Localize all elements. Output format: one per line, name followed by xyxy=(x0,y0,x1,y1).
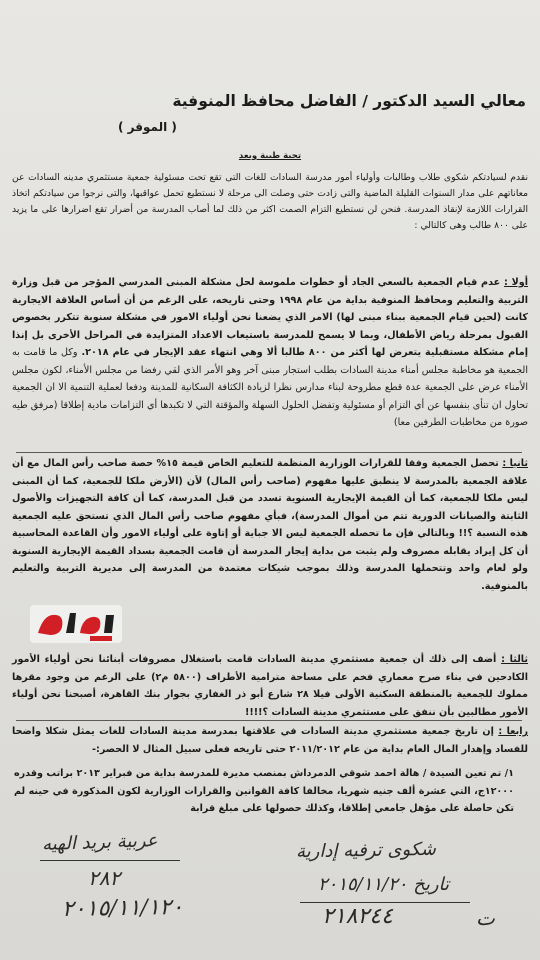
point-two-label: ثانيا : xyxy=(502,458,528,469)
handwritten-mark: ت xyxy=(476,906,495,930)
point-four xyxy=(12,723,528,758)
letter-honorific: ( الموقر ) xyxy=(118,120,177,134)
handwriting-underline xyxy=(40,860,180,861)
handwritten-note-right: شكوى ترفيه إدارية xyxy=(295,838,437,863)
point-three xyxy=(12,651,528,721)
alarabiya-news-logo xyxy=(30,603,122,645)
letter-intro-paragraph: نقدم لسيادتكم شكوى طلاب وطالبات وأولياء أمور مدرسة السادات للغات التى تقع تحت مسئولية جمعية مستثمري مدينه السادات عن معاناتهم على مدار السنوات القليلة الماضية والتى زادت حتى وصلت الى مرحلة لا نستطيع تحمل عواقبها، والتى نرجوا من سيادتكم اتخاذ القرارات اللازمة لإنقاذ المدرسة. فنحن لن نستطيع التزام الصمت اكثر من ذلك لما أصاب المدرسة من أضرار تقع اضرارها على ما يزيد على ٨٠٠ طالب وهى كالتالي : xyxy=(12,172,528,231)
point-one-body: عدم قيام الجمعية بالسعي الجاد أو خطوات ملموسة لحل مشكلة المبنى المدرسي المؤجر من قبل وزارة التربية والتعليم ومحافظ المنوفية بداية من عام ١٩٩٨ وحتى تاريخه، على الرغم من أن أساس العلاقة الايجارية كانت (لحين قيام الجمعية ببناء مبنى لها) الامر الذي يضعنا نحن أولياء الامور في مشكلة سنوية تتكرر بخصوص القبول بمرحلة رياض الأطفال، وبما لا يسمح للمدرسة باستيعاب الاعداد المتزايدة في المراحل الأخرى بل إنذا إمام مشكلة مستقبلية يتعرض لها أكثر من ٨٠٠ طالبا ألا وهي انتهاء عقد الإيجار في عام ٢٠١٨. xyxy=(12,277,528,358)
handwritten-date-left: ٢٠١٥/١١/١٢٠ xyxy=(61,894,184,923)
point-four-item-one: ١/ تم تعين السيدة / هالة احمد شوقي الدمرداش بمنصب مديرة للمدرسة بداية من فبراير ٢٠١٣ براتب وقدره ١٢٠٠٠ج، التي عشرة ألف جنيه شهريا، مخالفا كافة القوانين والقرارات الوزارية لكون المذكورة في حينه لم تكن حاصلة على مؤهل جامعي إطلاقا، وكذلك حصولها على مبلغ قرابة xyxy=(14,768,514,814)
point-four-body: إن تاريخ جمعية مستثمري مدينة السادات في علاقتها بمدرسة مدينة السادات للغات يمثل شكلا واضحا للفساد وإهدار المال العام بداية من عام ٢٠١١/٢٠١٢ حتى تاريخه فعلى سبيل المثال لا الحصر:- xyxy=(12,726,528,755)
handwriting-underline xyxy=(300,902,470,903)
point-one-label: أولا : xyxy=(503,277,529,288)
point-three-label: ثالثا : xyxy=(501,654,528,665)
point-one xyxy=(12,274,528,432)
handwritten-number-left: ٢٨٢ xyxy=(88,866,121,890)
point-three-body: أضف إلى ذلك أن جمعية مستثمري مدينة السادات قامت باستغلال مصروفات أبنائنا نحن أولياء الأمور الكادحين في بناء صرح معماري فخم على مساحة مترامية الأطراف (٥٨٠٠ م٢) على الرغم من وجود مقرها مملوك للجمعية بالمنطقة السكنية الأولى فيلا ٢٨ شارع أبو ذر الغفاري بجوار بنك القاهرة، أصبحنا نحن أولياء الأمور مطالبين بأن ننفق على مستثمري مدينة السادات ؟!!!! xyxy=(12,654,528,718)
point-four-label: رابعا : xyxy=(498,726,529,737)
letter-greeting: تحية طيبة وبعد xyxy=(238,151,302,161)
handwritten-number-right: ٢١٨٢٤٤ xyxy=(322,904,393,929)
handwritten-date-right: تاريخ ٢٠١٥/١١/٢٠ xyxy=(318,874,450,895)
section-divider xyxy=(16,720,522,721)
section-divider xyxy=(16,452,522,453)
point-two-body: تحصل الجمعية وفقا للقرارات الوزارية المنظمة للتعليم الخاص قيمة ١٥% حصة صاحب رأس المال مع أن علاقة الجمعية بالمدرسة لا ينطبق عليها مفهوم (صاحب رأس المال) لأن (الأرض ملكا للجمعية، كما أن المبنى ليس ملكا للجمعية، كما أن القيمة الإيجارية السنوية تسدد من قبل المدرسة، كما أن كافة التجهيزات والأصول الثابتة والصيانات الدورية تتم من أموال المدرسة)، فبأي مفهوم صاحب رأس المال الذي تستحق عليه الجمعية هذه النسبة ؟!! وبالتالي فإن ما تحصله الجمعية ليس الا جباية أو إتاوة على أولياء الامور وأن القاعدة المحاسبية أن كل إيراد يقابله مصروف ولم يثبت من بداية إيجار المدرسة أن قامت الجمعية بسداد القيمة الإيجارية السنوية ولو لعام واحد وتتحملها المدرسة وذلك بموجب شيكات معتمدة من المدرسة إلى مديرية التربية والتعليم بالمنوفية. xyxy=(12,458,528,592)
point-one-followup: وكل ما قامت به الجمعية هو مخاطبة مجلس أمناء مدينة السادات بطلب استجار مبنى آخر وهو الأمر الذي لقي رفضا من مجلس الأمناء، لكون مجلس الأمناء عرض على الجمعية عدة قطع مطروحة لبناء مدارس نظرا لزيادة الكثافة السكانية للمدينة ودفعا لعملية التنمية الا ان الجمعية تحاول ان تنأى بنفسها عن أي التزام أو مسئولية وتفضل الحلول السهلة والمؤقتة التي لا تكبدها أي التزامات مادية إطلاقا (مرفق طيه صورة من مخاطبات الطرفين معا) xyxy=(12,347,528,428)
handwritten-note-left: عربية بريد الهيه xyxy=(41,829,158,856)
point-two xyxy=(12,455,528,595)
letter-addressee: معالي السيد الدكتور / الفاضل محافظ المنوفية xyxy=(172,92,526,110)
